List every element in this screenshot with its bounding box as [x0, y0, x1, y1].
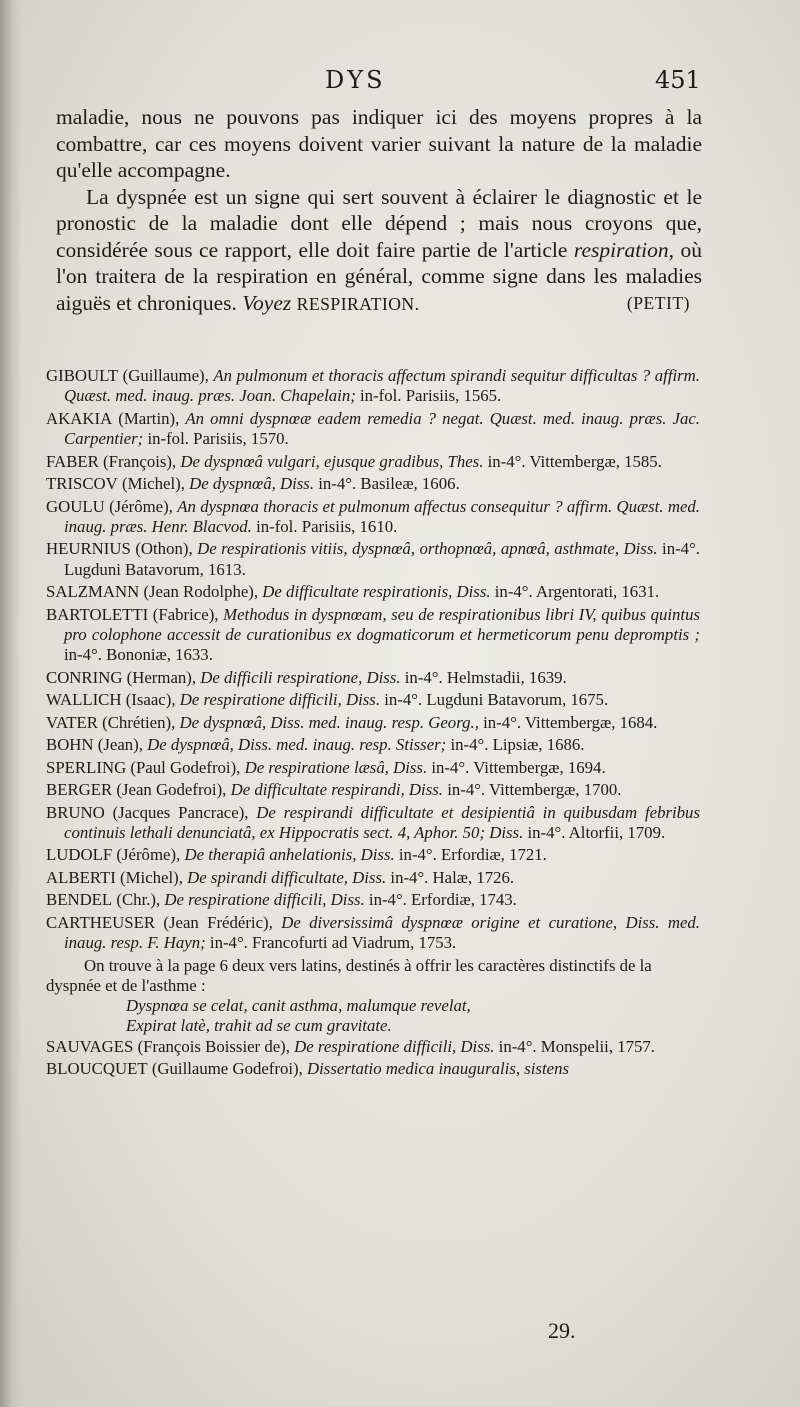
- entry-author: BARTOLETTI: [46, 604, 149, 624]
- bibliography-entry: [46, 605, 700, 666]
- entry-author-detail: (Jean Rodolphe),: [143, 582, 259, 602]
- paragraph-2-start: La dyspnée est un signe qui sert souvent à éclairer le diagnostic et le pronostic de la maladie dont elle dépend ; mais nous croyons que, considérée sous ce rapport, elle doit faire partie de l'article: [56, 184, 702, 262]
- bibliography-entry: [46, 1059, 700, 1079]
- bibliography: [46, 366, 700, 1082]
- running-title: DYS: [325, 66, 386, 94]
- bibliography-entry: [46, 366, 700, 407]
- entry-author-detail: (Guillaume Godefroi),: [151, 1059, 303, 1079]
- entry-author-detail: (Jean),: [97, 735, 143, 755]
- entry-publication: in-4°. Vittembergæ, 1700.: [447, 780, 622, 800]
- bibliography-entry: [46, 803, 700, 844]
- entry-author: SALZMANN: [46, 582, 140, 602]
- entry-work-title: De difficili respiratione, Diss.: [200, 667, 401, 687]
- entry-author: ALBERTI: [46, 867, 116, 887]
- entry-author: SAUVAGES: [46, 1036, 134, 1056]
- entry-work-title: De therapiâ anhelationis, Diss.: [184, 845, 395, 865]
- entry-work-title: An pulmonum et thoracis affectum spirandi sequitur difficultas ? affirm. Quæst. med. inaug. præs. Joan. Chapelain;: [64, 366, 700, 406]
- entry-work-title: De dyspnœâ, Diss. med. inaug. resp. Georg.,: [179, 712, 479, 732]
- bibliography-entry: [46, 1037, 700, 1057]
- cross-reference-term: respiration,: [573, 237, 675, 262]
- entry-author-detail: (Chrétien),: [102, 712, 176, 732]
- entry-author: SPERLING: [46, 757, 127, 777]
- entry-author-detail: (Jérôme),: [109, 496, 173, 516]
- entry-author-detail: (Paul Godefroi),: [130, 757, 241, 777]
- bibliography-entry: [46, 452, 700, 472]
- see-also-label: Voyez: [242, 290, 292, 315]
- entry-author-detail: (Michel),: [122, 474, 185, 494]
- entry-work-title: De respirationis vitiis, dyspnœâ, orthopnœâ, apnœâ, asthmate, Diss.: [197, 539, 658, 559]
- entry-author-detail: (Jean Godefroi),: [116, 780, 227, 800]
- entry-author-detail: (Herman),: [126, 667, 197, 687]
- entry-publication: in-fol. Parisiis, 1570.: [147, 429, 289, 449]
- bibliography-entry: [46, 713, 700, 733]
- bibliography-list-continued: [46, 1037, 700, 1080]
- bibliography-entry: [46, 497, 700, 538]
- entry-work-title: Dissertatio medica inauguralis, sistens: [307, 1059, 569, 1079]
- bibliography-entry: [46, 409, 700, 450]
- bibliography-entry: [46, 539, 700, 580]
- bibliography-list: [46, 366, 700, 953]
- entry-publication: in-4°. Lugduni Batavorum, 1675.: [384, 690, 609, 710]
- entry-work-title: An omni dyspnœæ eadem remedia ? negat. Quæst. med. inaug. præs. Jac. Carpentier;: [64, 408, 700, 449]
- bibliography-entry: [46, 474, 700, 494]
- entry-work-title: Methodus in dyspnœam, seu de respirationibus libri IV, quibus quintus pro colophone accessit de curationibus ex dogmaticorum et hermeticorum penu depromptis ;: [64, 604, 700, 644]
- running-header: [0, 66, 800, 100]
- bibliography-entry: [46, 913, 700, 954]
- entry-publication: in-4°. Erfordiæ, 1721.: [398, 845, 547, 865]
- entry-author: HEURNIUS: [46, 539, 131, 559]
- signature-mark: 29.: [548, 1318, 576, 1343]
- entry-publication: in-4°. Bononiæ, 1633.: [64, 645, 213, 665]
- entry-author-detail: (Fabrice),: [152, 604, 219, 624]
- page-spine-shadow: [0, 0, 22, 1407]
- entry-work-title: De respiratione difficili, Diss.: [294, 1036, 495, 1056]
- see-also-line: [242, 291, 419, 315]
- entry-author: BRUNO: [46, 802, 105, 822]
- entry-publication: in-4°. Lugduni Batavorum, 1613.: [64, 539, 700, 579]
- article-text: [56, 104, 702, 317]
- entry-author-detail: (Isaac),: [125, 690, 176, 710]
- bibliography-entry: [46, 890, 700, 910]
- entry-author: WALLICH: [46, 690, 122, 710]
- entry-work-title: De diversissimâ dyspnœæ origine et curatione, Diss. med. inaug. resp. F. Hayn;: [64, 912, 700, 953]
- verse-intro-note: On trouve à la page 6 deux vers latins, destinés à offrir les caractères distinctifs de la dyspnée et de l'asthme :: [46, 955, 652, 995]
- entry-publication: in-4°. Halæ, 1726.: [390, 867, 515, 887]
- bibliography-entry: [46, 845, 700, 865]
- bibliography-entry: [46, 668, 700, 688]
- entry-publication: in-4°. Helmstadii, 1639.: [404, 667, 567, 687]
- bibliography-entry: [46, 758, 700, 778]
- latin-verse-1: Dyspnœa se celat, canit asthma, malumque revelat,: [126, 996, 471, 1016]
- entry-author: AKAKIA: [46, 408, 113, 428]
- entry-author: BOHN: [46, 735, 94, 755]
- entry-work-title: De respirandi difficultate et desipientiâ in quibusdam febribus continuis lethali denunciatâ, ex Hippocratis sect. 4, Aphor. 50; Diss.: [64, 802, 700, 842]
- entry-work-title: De difficultate respirandi, Diss.: [230, 780, 443, 800]
- entry-publication: in-4°. Erfordiæ, 1743.: [368, 890, 517, 910]
- page-number: 451: [655, 66, 701, 94]
- entry-author: GOULU: [46, 496, 105, 516]
- entry-publication: in-fol. Parisiis, 1610.: [256, 516, 398, 536]
- entry-author-detail: (Jérôme),: [116, 845, 181, 865]
- latin-verse-2: Expirat latè, trahit ad se cum gravitate.: [126, 1016, 392, 1036]
- bibliography-entry: [46, 780, 700, 800]
- entry-publication: in-4°. Altorfii, 1709.: [527, 822, 666, 842]
- entry-author-detail: (Michel),: [120, 867, 183, 887]
- entry-work-title: De dyspnœâ, Diss. med. inaug. resp. Stisser;: [147, 735, 447, 755]
- article-author: (PETIT): [626, 292, 690, 313]
- entry-author: VATER: [46, 712, 98, 732]
- entry-publication: in-4°. Monspelii, 1757.: [498, 1036, 655, 1056]
- entry-work-title: De difficultate respirationis, Diss.: [262, 582, 491, 602]
- bibliography-entry: [46, 735, 700, 755]
- entry-author-detail: (Guillaume),: [122, 366, 209, 385]
- entry-author-detail: (François Boissier de),: [137, 1036, 290, 1056]
- entry-author-detail: (Jacques Pancrace),: [112, 802, 249, 822]
- entry-author: GIBOULT: [46, 366, 119, 385]
- entry-publication: in-4°. Vittembergæ, 1694.: [431, 757, 606, 777]
- entry-author: BENDEL: [46, 890, 113, 910]
- entry-work-title: De dyspnœâ vulgari, ejusque gradibus, Thes.: [180, 451, 484, 471]
- paragraph-2-end: où l'on traitera de la respiration en général, comme signe dans les maladies aiguës et chroniques.: [56, 237, 702, 315]
- entry-author-detail: (Martin),: [118, 408, 180, 428]
- entry-publication: in-4°. Argentorati, 1631.: [494, 582, 660, 602]
- paragraph-2: [56, 184, 702, 318]
- entry-publication: in-fol. Parisiis, 1565.: [360, 386, 502, 406]
- entry-publication: in-4°. Vittembergæ, 1684.: [483, 712, 658, 732]
- entry-author: LUDOLF: [46, 845, 113, 865]
- entry-work-title: De dyspnœâ, Diss.: [189, 474, 315, 494]
- entry-author: BERGER: [46, 780, 113, 800]
- bibliography-entry: [46, 690, 700, 710]
- entry-author-detail: (Chr.),: [116, 890, 161, 910]
- bibliography-entry: [46, 868, 700, 888]
- see-also-target: RESPIRATION.: [296, 293, 420, 314]
- entry-work-title: An dyspnœa thoracis et pulmonum affectus consequitur ? affirm. Quæst. med. inaug. præs. Henr. Blacvod.: [64, 496, 701, 536]
- bibliography-entry: [46, 582, 700, 602]
- entry-author-detail: (François),: [103, 451, 177, 471]
- entry-author: CARTHEUSER: [46, 912, 156, 932]
- entry-author: TRISCOV: [46, 474, 118, 494]
- entry-author: CONRING: [46, 667, 123, 687]
- entry-publication: in-4°. Francofurti ad Viadrum, 1753.: [209, 933, 457, 953]
- entry-author: FABER: [46, 451, 99, 471]
- paragraph-1: maladie, nous ne pouvons pas indiquer ici des moyens propres à la combattre, car ces moyens doivent varier suivant la nature de la maladie qu'elle accompagne.: [56, 105, 702, 182]
- entry-author-detail: (Othon),: [135, 539, 193, 559]
- entry-work-title: De respiratione difficili, Diss.: [179, 690, 381, 710]
- entry-author: BLOUCQUET: [46, 1059, 148, 1079]
- entry-publication: in-4°. Basileæ, 1606.: [318, 474, 460, 494]
- entry-work-title: De spirandi difficultate, Diss.: [187, 867, 387, 887]
- entry-work-title: De respiratione difficili, Diss.: [164, 890, 365, 910]
- entry-work-title: De respiratione læsâ, Diss.: [244, 757, 428, 777]
- entry-publication: in-4°. Vittembergæ, 1585.: [487, 451, 662, 471]
- entry-publication: in-4°. Lipsiæ, 1686.: [450, 735, 585, 755]
- entry-author-detail: (Jean Frédéric),: [163, 912, 273, 932]
